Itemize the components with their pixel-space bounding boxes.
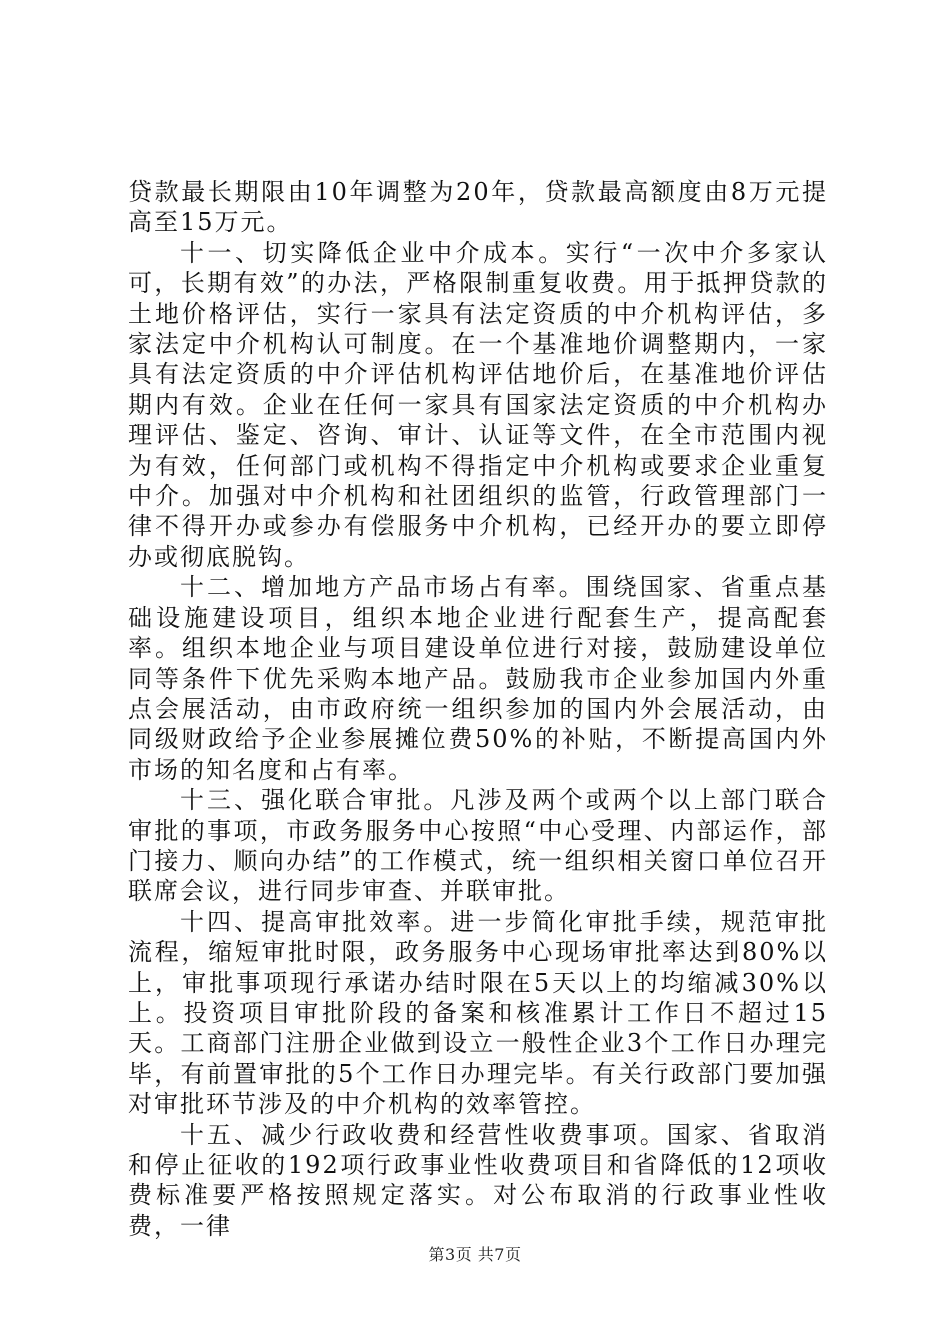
document-body <box>128 177 828 1241</box>
paragraph-section-11: 十一、切实降低企业中介成本。实行“一次中介多家认可，长期有效”的办法，严格限制重复收费。用于抵押贷款的土地价格评估，实行一家具有法定资质的中介机构评估，多家法定中介机构认可制度。在一个基准地价调整期内，一家具有法定资质的中介评估机构评估地价后，在基准地价评估期内有效。企业在任何一家具有国家法定资质的中介机构办理评估、鉴定、咨询、审计、认证等文件，在全市范围内视为有效，任何部门或机构不得指定中介机构或要求企业重复中介。加强对中介机构和社团组织的监管，行政管理部门一律不得开办或参办有偿服务中介机构，已经开办的要立即停办或彻底脱钩。 <box>128 238 828 571</box>
paragraph-section-13: 十三、强化联合审批。凡涉及两个或两个以上部门联合审批的事项，市政务服务中心按照“中心受理、内部运作，部门接力、顺向办结”的工作模式，统一组织相关窗口单位召开联席会议，进行同步审查、并联审批。 <box>128 786 828 906</box>
paragraph-section-15: 十五、减少行政收费和经营性收费事项。国家、省取消和停止征收的192项行政事业性收费项目和省降低的12项收费标准要严格按照规定落实。对公布取消的行政事业性收费，一律 <box>128 1120 828 1240</box>
paragraph-section-12: 十二、增加地方产品市场占有率。围绕国家、省重点基础设施建设项目，组织本地企业进行配套生产，提高配套率。组织本地企业与项目建设单位进行对接，鼓励建设单位同等条件下优先采购本地产品。鼓励我市企业参加国内外重点会展活动，由市政府统一组织参加的国内外会展活动，由同级财政给予企业参展摊位费50%的补贴，不断提高国内外市场的知名度和占有率。 <box>128 573 828 784</box>
paragraph-section-14: 十四、提高审批效率。进一步简化审批手续，规范审批流程，缩短审批时限，政务服务中心现场审批率达到80%以上，审批事项现行承诺办结时限在5天以上的均缩减30%以上。投资项目审批阶段的备案和核准累计工作日不超过15天。工商部门注册企业做到设立一般性企业3个工作日办理完毕，有前置审批的5个工作日办理完毕。有关行政部门要加强对审批环节涉及的中介机构的效率管控。 <box>128 907 828 1119</box>
paragraph-continuation: 贷款最长期限由10年调整为20年，贷款最高额度由8万元提高至15万元。 <box>128 178 828 237</box>
page-footer: 第3页 共7页 <box>428 1245 522 1264</box>
